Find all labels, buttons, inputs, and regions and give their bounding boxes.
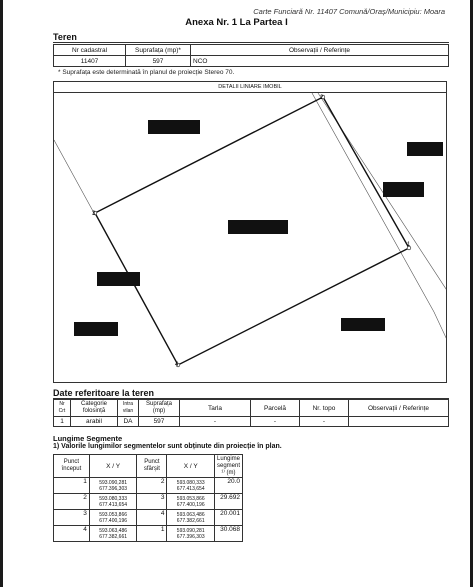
col-punct-inceput: Punct început <box>54 455 90 478</box>
redaction-mark <box>74 322 118 336</box>
cell-nr-topo: - <box>300 417 349 427</box>
plan-title: DETALII LINIARE IMOBIL <box>54 82 446 93</box>
redaction-mark <box>407 142 443 156</box>
col-lungime-label: Lungime segment <box>216 455 240 469</box>
cell-p2: 4 <box>137 510 167 526</box>
col-observatii: Observații / Referințe <box>191 45 449 56</box>
cell-p1: 2 <box>54 494 90 510</box>
carte-funciara-header: Carte Funciară Nr. 11407 Comună/Oraș/Municipiu: Moara <box>253 7 445 16</box>
cell-p1: 1 <box>54 478 90 494</box>
col-suprafata-mp: Suprafața (mp) <box>139 400 180 417</box>
cell-intravilan: DA <box>118 417 139 427</box>
neighbor-line-right <box>312 93 447 342</box>
cell-tarla: - <box>180 417 251 427</box>
cell-p2: 3 <box>137 494 167 510</box>
col-lungime-unit: ¹⁾ (m) <box>221 469 236 476</box>
vertex-label-2: 2 <box>320 95 324 101</box>
col-parcela: Parcelă <box>251 400 300 417</box>
redaction-mark <box>341 318 385 331</box>
col-nr-crt: Nr Crt <box>54 400 71 417</box>
teren-note: * Suprafața este determinată în planul de proiecție Stereo 70. <box>58 69 235 76</box>
teren-title: Teren <box>53 32 77 42</box>
cell-xy1: 593.063,486 677.382,661 <box>89 526 137 542</box>
anexa-title: Anexa Nr. 1 La Partea I <box>185 17 288 28</box>
date-referitoare-title: Date referitoare la teren <box>53 388 155 398</box>
col-observatii-ref: Observații / Referințe <box>349 400 449 417</box>
cell-len: 30.068 <box>214 526 242 542</box>
cell-xy2: 593.090,281 677.396,303 <box>167 526 215 542</box>
cell-p1: 4 <box>54 526 90 542</box>
col-xy-2: X / Y <box>167 455 215 478</box>
cell-xy2: 593.063,486 677.382,661 <box>167 510 215 526</box>
redaction-mark <box>97 272 140 286</box>
date-referitoare-table <box>53 399 449 427</box>
col-xy: X / Y <box>89 455 137 478</box>
col-nr-cadastral: Nr cadastral <box>54 45 126 56</box>
col-tarla: Tarla <box>180 400 251 417</box>
cell-len: 20.001 <box>214 510 242 526</box>
cell-p2: 2 <box>137 478 167 494</box>
cell-len: 29.692 <box>214 494 242 510</box>
cell-nr-crt: 1 <box>54 417 71 427</box>
vertex-label-1: 1 <box>407 242 411 248</box>
teren-rule <box>53 42 449 43</box>
table-row <box>54 510 243 526</box>
cell-nr-cadastral: 11407 <box>54 56 126 67</box>
teren-table <box>53 44 449 67</box>
lungime-segmente-subtitle: 1) Valorile lungimilor segmentelor sunt obținute din proiecție în plan. <box>53 443 282 450</box>
col-categorie: Categorie folosință <box>71 400 118 417</box>
cell-observatii: NCO <box>191 56 449 67</box>
scan-edge-left <box>0 0 3 587</box>
cell-xy1: 593.090,281 677.396,303 <box>89 478 137 494</box>
cell-categorie: arabil <box>71 417 118 427</box>
col-suprafata: Suprafața (mp)* <box>126 45 191 56</box>
redaction-mark <box>383 182 424 197</box>
cell-p1: 3 <box>54 510 90 526</box>
col-punct-sfarsit: Punct sfârșit <box>137 455 167 478</box>
cell-xy2: 593.053,866 677.400,196 <box>167 494 215 510</box>
cell-observatii-ref <box>349 417 449 427</box>
cell-p2: 1 <box>137 526 167 542</box>
cell-xy1: 593.080,333 677.413,654 <box>89 494 137 510</box>
redaction-mark <box>148 120 200 134</box>
cell-len: 20.0 <box>214 478 242 494</box>
vertex-label-4: 4 <box>175 362 179 368</box>
table-row <box>54 494 243 510</box>
segmente-table <box>53 454 243 542</box>
table-row <box>54 526 243 542</box>
cell-xy1: 593.053,866 677.400,196 <box>89 510 137 526</box>
cell-xy2: 593.080,333 677.413,654 <box>167 478 215 494</box>
neighbor-line-left <box>54 140 94 213</box>
col-nr-topo: Nr. topo <box>300 400 349 417</box>
vertex-label-3: 3 <box>92 211 96 217</box>
col-lungime <box>214 455 242 478</box>
col-intravilan: Intra vilan <box>118 400 139 417</box>
cell-suprafata-mp: 597 <box>139 417 180 427</box>
plan-imobil <box>53 81 447 383</box>
lungime-segmente-title: Lungime Segmente <box>53 434 123 443</box>
cell-suprafata: 597 <box>126 56 191 67</box>
redaction-mark <box>228 220 288 234</box>
table-row <box>54 478 243 494</box>
cell-parcela: - <box>251 417 300 427</box>
